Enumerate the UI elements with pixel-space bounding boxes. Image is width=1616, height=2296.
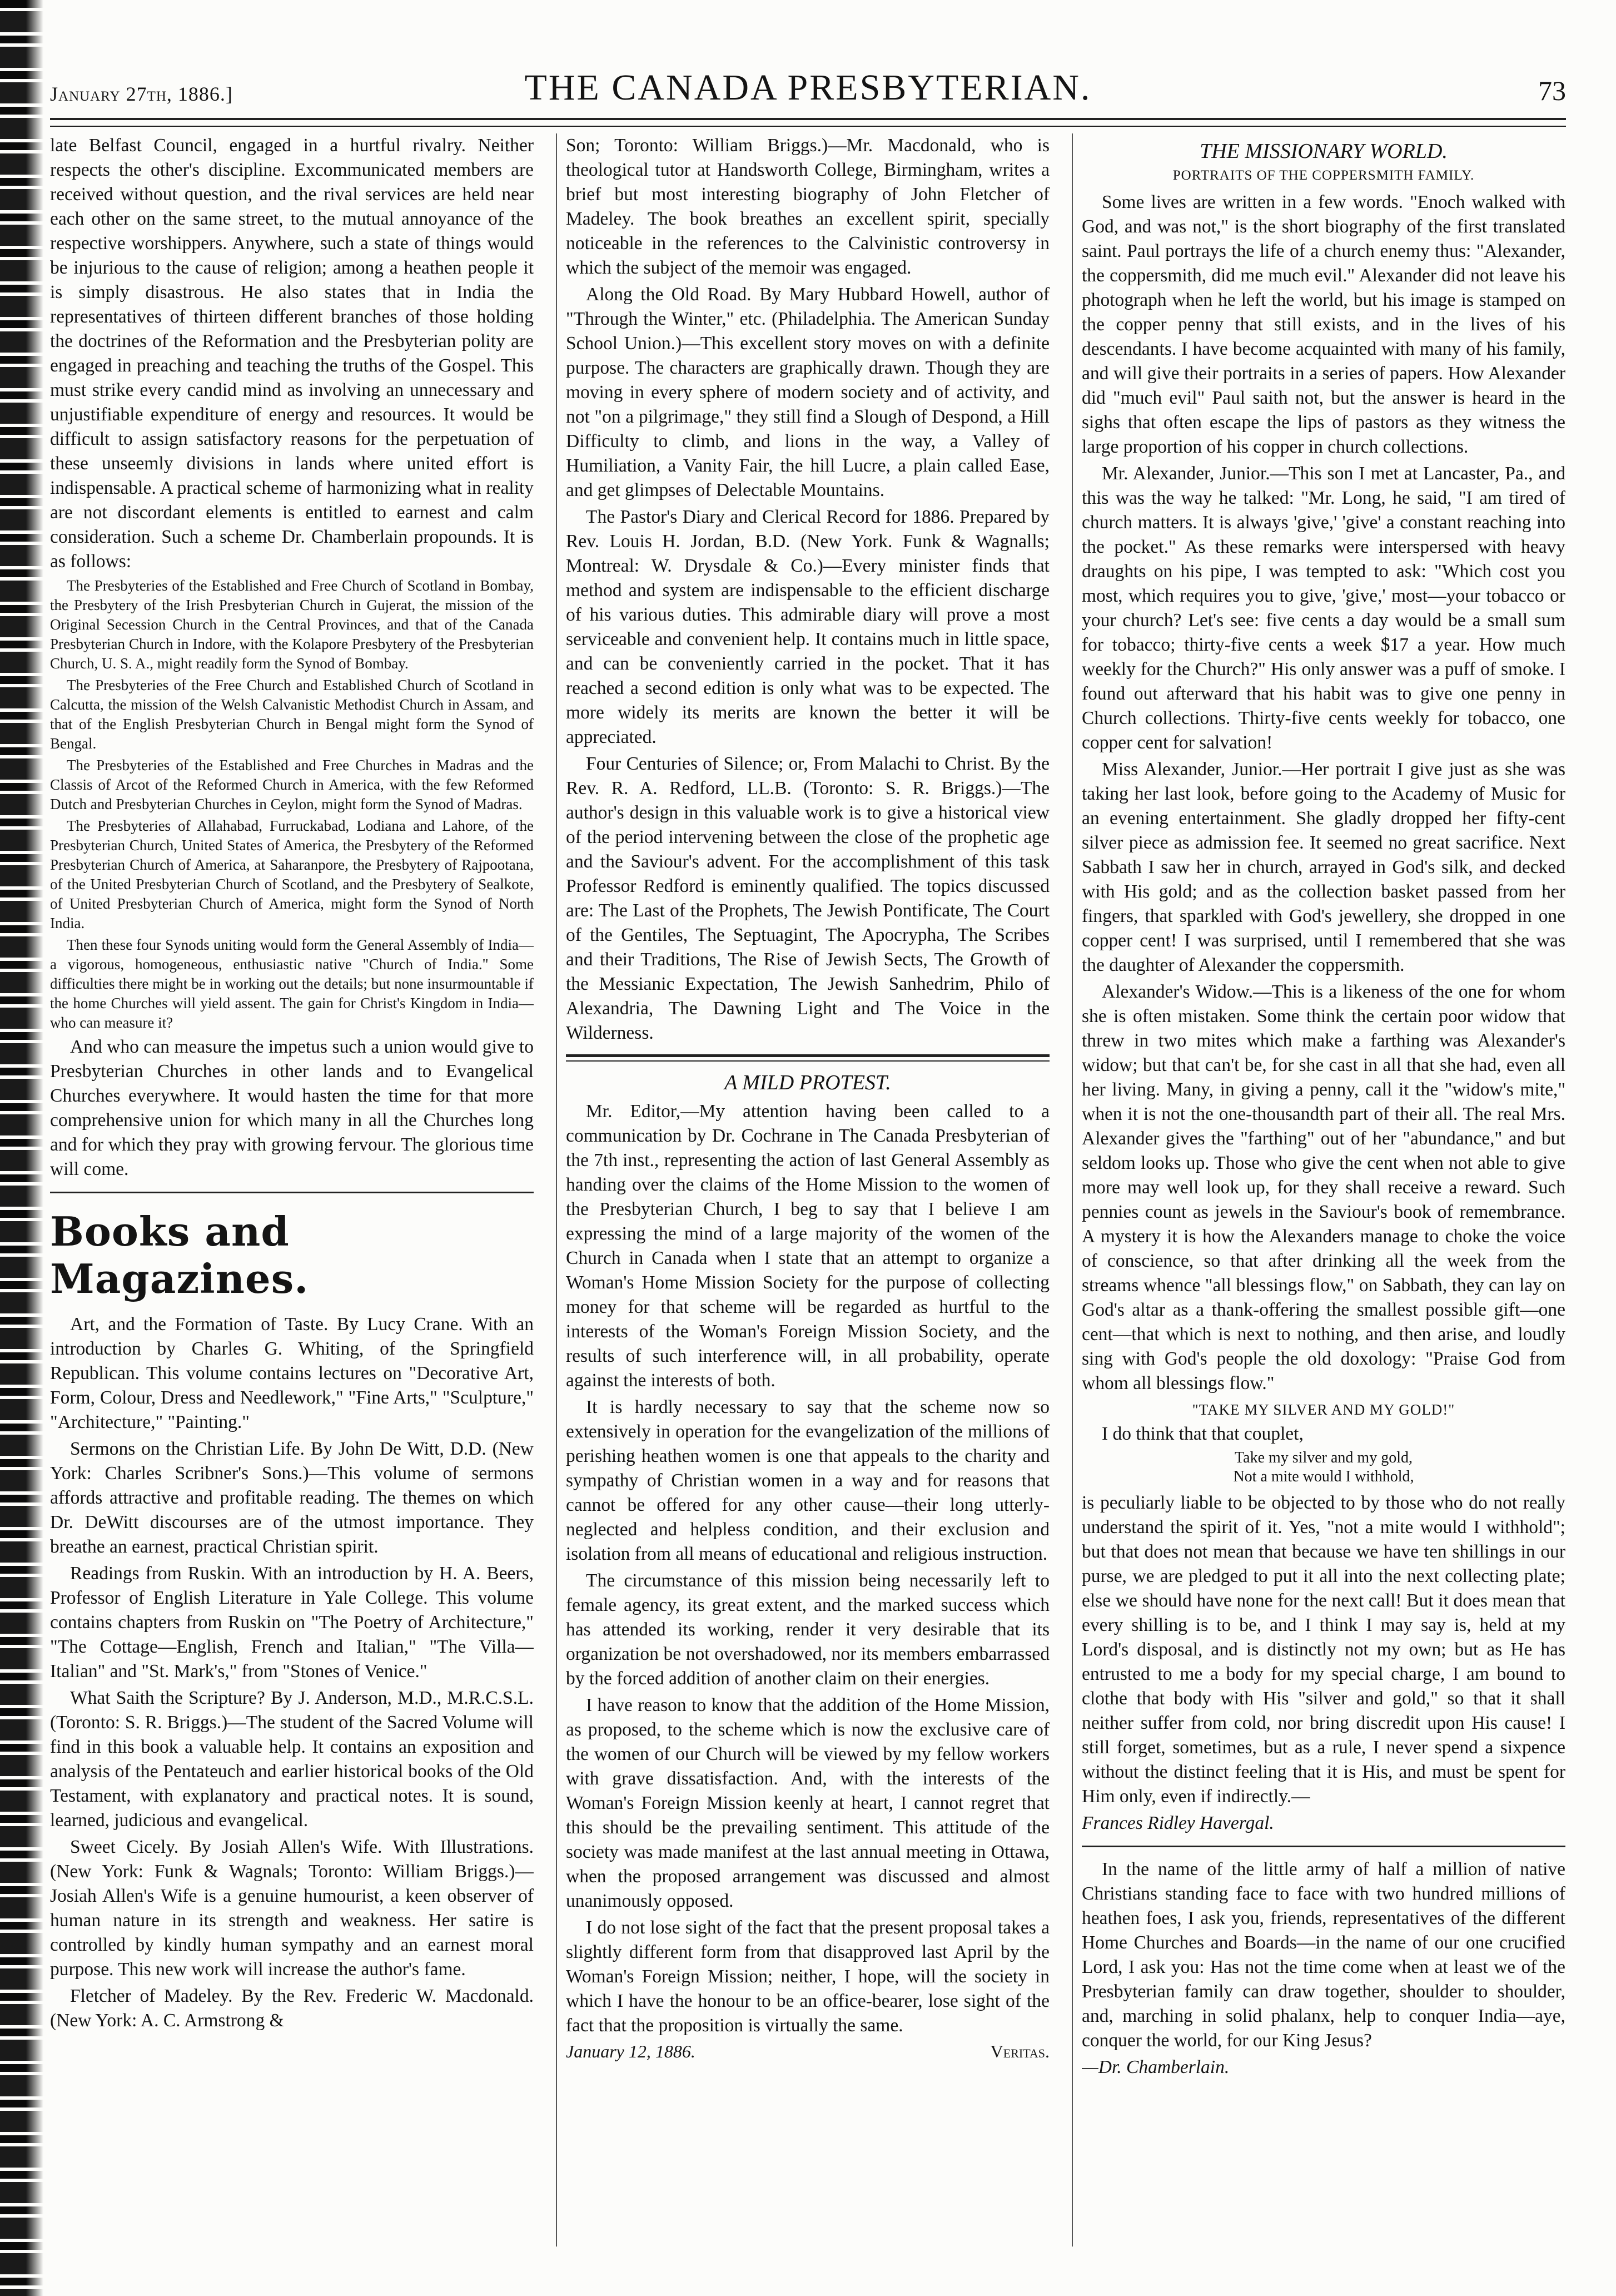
page-number: 73 — [1538, 75, 1566, 106]
book-review-old-road: Along the Old Road. By Mary Hubbard Howell, author of "Through the Winter," etc. (Philadelphia. The American Sunday School Union.)—This excellent story moves on with a definite purpose. The characters are graphically drawn. Though they are moving in every sphere of modern society and of activity, and not "on a pilgrimage," they still find a Slough of Despond, a Hill Difficulty to climb, and lions in the way, a Valley of Humiliation, a Vanity Fair, the hill Lucre, a plain called Ease, and get glimpses of Delectable Mountains. — [566, 284, 1050, 500]
section-rule — [1082, 1846, 1565, 1847]
column-divider-2 — [1072, 133, 1073, 2247]
protest-signature — [566, 2041, 1050, 2062]
issue-date: January 27th, 1886.] — [50, 83, 233, 105]
silver-author: Frances Ridley Havergal. — [1082, 1813, 1274, 1833]
section-rule — [566, 1054, 1050, 1062]
page-binding-edge — [0, 0, 43, 2296]
general-assembly-india: Then these four Synods uniting would form the General Assembly of India—a vigorous, homogeneous, enthusiastic native "Church of India." Some difficulties there might be in working out the details; but none insurmountable if the home Churches will yield assent. The gain for Christ's Kingdom in India—who can measure it? — [50, 936, 534, 1031]
protest-paragraph: The circumstance of this mission being necessarily left to female agency, its great extent, and the marked success which has attended its working, render it very desirable that its organization be not overshadowed, nor its members embarrassed by the forced addition of another claim on their energies. — [566, 1570, 1050, 1689]
book-review-fletcher-cont: Son; Toronto: William Briggs.)—Mr. Macdonald, who is theological tutor at Handsworth College, Birmingham, writes a brief but most interesting biography of John Fletcher of Madeley. The book breathes an excellent spirit, specially noticeable in the references to the Calvinistic controversy in which the subject of the memoir was engaged. — [566, 135, 1050, 278]
section-rule — [50, 1192, 534, 1193]
book-review-pastors-diary: The Pastor's Diary and Clerical Record for 1886. Prepared by Rev. Louis H. Jordan, B.D. (New York. Funk & Wagnalls; Montreal: W. Drysdale & Co.)—Every minister finds that method and system are indispensable to the efficient discharge of his various duties. This admirable diary will prove a most serviceable and convenient help. It contains much in little space, and can be conveniently carried in the pocket. That it has reached a second edition is only what was to be expected. The more widely its merits are known the better it will be appreciated. — [566, 507, 1050, 747]
alexander-junior: Mr. Alexander, Junior.—This son I met at Lancaster, Pa., and this was the way he talked: "Mr. Long, he said, "I am tired of church matters. It is always 'give,' 'give' a constant reaching into the pocket." As these remarks were interspersed with heavy draughts on his pipe, I was tempted to ask: "Which cost you most, which requires you to give, 'give,' most—your tobacco or your church? Let's see: five cents a day would be a small sum for tobacco; thirty-five cents a week $17 a year. How much weekly for the Church?" His only answer was a puff of smoke. I found out afterward that his habit was to give one penny in Church collections. Thirty-five cents weekly for tobacco, one copper cent for salvation! — [1082, 463, 1565, 753]
protest-paragraph: Mr. Editor,—My attention having been called to a communication by Dr. Cochrane in The Canada Presbyterian of the 7th inst., representing the action of last General Assembly as handing over the claims of the Home Mission to the women of the Presbyterian Church, I beg to say that I believe I am expressing the mind of a large majority of the women of the Church in Canada when I state that an attempt to organize a Woman's Home Mission Society for the purpose of collecting money for that scheme will be regarded as hurtful to the interests of the Woman's Foreign Mission Society, and the results of such interference will, in all probability, operate against the interests of both. — [566, 1101, 1050, 1391]
header-rule — [50, 118, 1566, 127]
book-review-ruskin: Readings from Ruskin. With an introduction by H. A. Beers, Professor of English Literature in Yale College. This volume contains chapters from Ruskin on "The Poetry of Architecture," "The Cottage—English, French and Italian," "The Villa—Italian" and "St. Mark's," from "Stones of Venice." — [50, 1563, 534, 1682]
synod-bengal: The Presbyteries of the Free Church and Established Church of Scotland in Calcutta, the mission of the Welsh Calvanistic Methodist Church in Assam, and that of the English Presbyterian Church in Bengal might form the Synod of Bengal. — [50, 677, 534, 752]
miss-alexander: Miss Alexander, Junior.—Her portrait I give just as she was taking her last look, before going to the Academy of Music for an evening entertainment. She gladly dropped her fifty-cent silver piece as admission fee. It seemed no great sacrifice. Next Sabbath I saw her in church, arrayed in God's silk, and decked with His gold; and as the collection basket passed from her fingers, that sparkled with God's jewellery, she dropped in one copper cent! I was surprised, until I remembered that she was the daughter of Alexander the coppersmith. — [1082, 759, 1565, 975]
silver-body: is peculiarly liable to be objected to by those who do not really understand the spirit of it. Yes, "not a mite would I withhold"; but that does not mean that because we have ten shillings in our purse, we are pledged to put it all into the next collecting plate; else we should have none for the next call! But it does mean that every shilling is to be, and I think I may say is, held at my Lord's disposal, and is distinctly not my own; but as He has entrusted to me a body for my special charge, I am bound to clothe that body with His "silver and gold," so that it shall neither suffer from cold, nor bring discredit upon His cause! I still forget, sometimes, but as a rule, I never spend a sixpence without the distinct feeling that it is His, and must be spent for Him only, even if indirectly.— — [1082, 1492, 1565, 1807]
column-divider-1 — [556, 133, 557, 2247]
couplet-line-1: Take my silver and my gold, — [1235, 1449, 1413, 1466]
chamberlain-appeal: In the name of the little army of half a million of native Christians standing face to face with two hundred millions of heathen foes, I ask you, friends, representatives of the different Home Churches and Boards—in the name of our one crucified Lord, I ask you: Has not the time come when at least we of the Presbyterian family can draw together, shoulder to shoulder, and, marching in solid phalanx, help to conquer India—aye, conquer the world, for our King Jesus? — [1082, 1859, 1565, 2051]
union-closing-paragraph: And who can measure the impetus such a union would give to Presbyterian Churches in other lands and to Evangelical Churches everywhere. It would hasten the time for that more comprehensive union for which many in all the Churches long and for which they pray with growing fervour. The glorious time will come. — [50, 1037, 534, 1179]
synod-madras: The Presbyteries of the Established and Free Churches in Madras and the Classis of Arcot of the Reformed Church in America, with the few Reformed Dutch and Presbyterian Churches in Ceylon, might form the Synod of Madras. — [50, 757, 534, 812]
couplet — [1082, 1449, 1565, 1486]
book-review-fletcher: Fletcher of Madeley. By the Rev. Frederic W. Macdonald. (New York: A. C. Armstrong & — [50, 1986, 534, 2031]
couplet-line-2: Not a mite would I withhold, — [1233, 1468, 1414, 1485]
protest-paragraph: It is hardly necessary to say that the scheme now so extensively in operation for the evangelization of the millions of perishing heathen women is one that appeals to the charity and sympathy of Christian women in a way and for reasons that cannot be offered for any other cause—their long utterly-neglected and helpless condition, and their exclusion and isolation from all means of educational and religious instruction. — [566, 1397, 1050, 1564]
book-review-sermons: Sermons on the Christian Life. By John De Witt, D.D. (New York: Charles Scribner's Sons.)—This volume of sermons affords attractive and profitable reading. The themes on which Dr. DeWitt discourses are of the utmost importance. They breathe an earnest, practical Christian spirit. — [50, 1439, 534, 1557]
book-review-four-centuries: Four Centuries of Silence; or, From Malachi to Christ. By the Rev. R. A. Redford, LL.B. (Toronto: S. R. Briggs.)—The author's design in this valuable work is to give a historical view of the period intervening between the close of the prophetic age and the Saviour's advent. For the accomplishment of this task Professor Redford is eminently qualified. The topics discussed are: The Last of the Prophets, The Jewish Pontificate, The Court of the Gentiles, The Septuagint, The Apocrypha, The Scribes and their Traditions, The Rise of Jewish Sects, The Growth of the Messianic Expectation, The Jewish Sanhedrim, Philo of Alexandria, The Dawning Light and The Voice in the Wilderness. — [566, 753, 1050, 1043]
silver-and-gold-heading: "TAKE MY SILVER AND MY GOLD!" — [1192, 1401, 1455, 1418]
books-and-magazines-heading: Books and Magazines. — [50, 1208, 309, 1302]
protest-paragraph: I do not lose sight of the fact that the present proposal takes a slightly different form from that disapproved last April by the Woman's Foreign Mission; neither, I hope, will the society in which I have the honour to be an office-bearer, lose sight of the fact that the proposition is virtually the same. — [566, 1917, 1050, 2036]
column-2 — [566, 133, 1050, 2258]
protest-paragraph: I have reason to know that the addition of the Home Mission, as proposed, to the scheme which is now the exclusive care of the women of our Church will be viewed by my fellow workers with grave dissatisfaction. And, with the interests of the Woman's Foreign Mission keenly at heart, I cannot regret that this should be the prevailing sentiment. This attitude of the society was made manifest at the last annual meeting in Ottawa, when the proposed arrangement was discussed and almost unanimously opposed. — [566, 1695, 1050, 1911]
signature-date: January 12, 1886. — [566, 2041, 695, 2061]
column-1 — [50, 133, 534, 2258]
silver-intro: I do think that that couplet, — [1102, 1424, 1304, 1444]
council-paragraph: late Belfast Council, engaged in a hurtful rivalry. Neither respects the other's discipline. Excommunicated members are received without question, and the rival services are held near each other on the same street, to the mutual annoyance of the respective worshippers. Anywhere, such a state of things would be injurious to the cause of religion; among a heathen people it is simply disastrous. He also states that in India the representatives of thirteen different branches of those holding the doctrines of the Reformation and the Presbyterian polity are engaged in preaching and teaching the truths of the Gospel. This must strike every candid mind as involving an unnecessary and unjustifiable expenditure of energy and resources. It would be difficult to assign satisfactory reasons for the perpetuation of these unseemly divisions in lands where united effort is indispensable. A practical scheme of harmonizing what in reality are not discordant elements is entitled to earnest and calm consideration. Such a scheme Dr. Chamberlain propounds. It is as follows: — [50, 135, 534, 572]
column-3 — [1082, 133, 1565, 2258]
synod-scheme-list — [50, 576, 534, 1033]
chamberlain-author: —Dr. Chamberlain. — [1082, 2057, 1230, 2077]
page-header — [50, 67, 1566, 117]
book-review-art: Art, and the Formation of Taste. By Lucy Crane. With an introduction by Charles G. Whiting, of the Springfield Republican. This volume contains lectures on "Decorative Art, Form, Colour, Dress and Needlework," "Fine Arts," "Sculpture," "Architecture," "Painting." — [50, 1314, 534, 1432]
coppersmith-intro: Some lives are written in a few words. "Enoch walked with God, and was not," is the short biography of the first translated saint. Paul portrays the life of a church enemy thus: "Alexander, the coppersmith, did me much evil." Alexander did not leave his photograph when he left the world, but his image is stamped on the copper penny that still exists, and in the lives of his descendants. I have become acquainted with many of his family, and will give their portraits in a series of papers. How Alexander did "much evil" Paul saith not, but the answer is heard in the sighs that often escape the lips of pastors as they witness the large proportion of his copper in church collections. — [1082, 192, 1565, 457]
signature-name: Veritas. — [990, 2041, 1050, 2061]
synod-bombay: The Presbyteries of the Established and Free Church of Scotland in Bombay, the Presbytery of the Irish Presbyterian Church in Gujerat, the mission of the Original Secession Church in the Central Provinces, and that of the Canada Presbyterian Church in Indore, with the Kolapore Presbytery of the Presbyterian Church, U. S. A., might readily form the Synod of Bombay. — [50, 577, 534, 672]
book-review-scripture: What Saith the Scripture? By J. Anderson, M.D., M.R.C.S.L. (Toronto: S. R. Briggs.)—The student of the Sacred Volume will find in this book a valuable help. It contains an exposition and analysis of the Pentateuch and earlier historical books of the Old Testament, with explanatory and practical notes. It is sound, learned, judicious and evangelical. — [50, 1688, 534, 1831]
mild-protest-heading: A MILD PROTEST. — [724, 1071, 891, 1094]
alexanders-widow: Alexander's Widow.—This is a likeness of the one for whom she is often mistaken. Some think the certain poor widow that threw in two mites which make a farthing was Alexander's widow; but that can't be, for she cast in all that she had, even all her living. Many, in giving a penny, call it the "widow's mite," when it is not the one-thousandth part of their all. The real Mrs. Alexander gives the "farthing" out of her "abundance," and but seldom looks up. Those who give the cent when not able to give more may well look up, for they shall receive a reward. Such pennies count as jewels in the Saviour's book of remembrance. A mystery it is how the Alexanders manage to choke the voice of conscience, so that after drinking all the week from the streams whence "all blessings flow," on Sabbath, they can lay on God's altar as a thank-offering the smallest possible gift—one cent—that which is next to nothing, and then arise, and loudly sing with God's people the old doxology: "Praise God from whom all blessings flow." — [1082, 981, 1565, 1394]
book-review-sweet-cicely: Sweet Cicely. By Josiah Allen's Wife. With Illustrations. (New York: Funk & Wagnals; Toronto: William Briggs.)—Josiah Allen's Wife is a genuine humourist, a keen observer of human nature in its strength and weakness. Her satire is controlled by kindly human sympathy and an earnest moral purpose. This new work will increase the author's fame. — [50, 1837, 534, 1980]
newspaper-title: THE CANADA PRESBYTERIAN. — [524, 67, 1092, 108]
coppersmith-subheading: PORTRAITS OF THE COPPERSMITH FAMILY. — [1172, 168, 1475, 183]
missionary-world-heading: THE MISSIONARY WORLD. — [1200, 140, 1448, 163]
synod-north-india: The Presbyteries of Allahabad, Furruckabad, Lodiana and Lahore, of the Presbyterian Church, United States of America, the Presbytery of the Reformed Presbyterian Church of America, at Saharanpore, the Presbytery of Rajpootana, of the United Presbyterian Church of Scotland, and the Presbytery of Sealkote, of United Presbyterian Church of America, might form the Synod of North India. — [50, 817, 534, 931]
